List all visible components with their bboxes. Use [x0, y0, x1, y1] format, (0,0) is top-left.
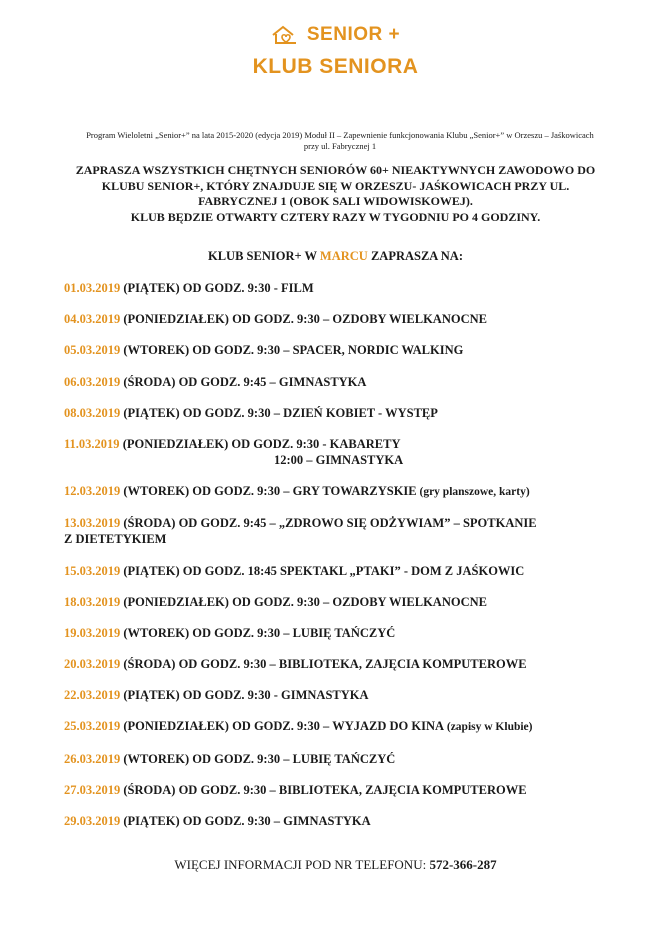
event-date: 08.03.2019	[64, 405, 121, 420]
intro-line: FABRYCZNEJ 1 (OBOK SALI WIDOWISKOWEJ).	[198, 194, 473, 208]
event-text: (PONIEDZIAŁEK) OD GODZ. 9:30 – OZDOBY WIELKANOCNE	[120, 312, 487, 327]
event-item	[64, 751, 654, 767]
event-item	[64, 718, 654, 735]
event-item	[64, 374, 654, 390]
event-continuation: Z DIETETYKIEM	[64, 532, 167, 547]
event-text: (WTOREK) OD GODZ. 9:30 – LUBIĘ TAŃCZYĆ	[120, 751, 396, 766]
event-text: (PONIEDZIAŁEK) OD GODZ. 9:30 - KABARETY	[119, 436, 401, 451]
event-date: 20.03.2019	[64, 657, 121, 672]
event-text: (PIĄTEK) OD GODZ. 9:30 – GIMNASTYKA	[120, 814, 371, 828]
event-text: (WTOREK) OD GODZ. 9:30 – SPACER, NORDIC WALKING	[120, 343, 464, 358]
logo	[0, 22, 671, 79]
event-text: (PIĄTEK) OD GODZ. 9:30 – DZIEŃ KOBIET - WYSTĘP	[120, 405, 438, 420]
event-item	[64, 483, 654, 500]
event-text: (WTOREK) OD GODZ. 9:30 – LUBIĘ TAŃCZYĆ	[120, 625, 396, 640]
event-text: (WTOREK) OD GODZ. 9:30 – GRY TOWARZYSKIE	[120, 484, 417, 499]
event-item	[64, 687, 654, 703]
event-text: (ŚRODA) OD GODZ. 9:45 – GIMNASTYKA	[120, 374, 367, 389]
intro-text	[40, 163, 631, 225]
footer-label: WIĘCEJ INFORMACJI POD NR TELEFONU:	[174, 857, 430, 872]
program-line-2: przy ul. Fabrycznej 1	[303, 141, 377, 151]
event-text: (ŚRODA) OD GODZ. 9:30 – BIBLIOTEKA, ZAJĘCIA KOMPUTEROWE	[120, 782, 527, 797]
event-item	[64, 625, 654, 641]
intro-line: KLUBU SENIOR+, KTÓRY ZNAJDUJE SIĘ W ORZESZU- JAŚKOWICACH PRZY UL.	[101, 178, 570, 193]
house-heart-icon	[271, 24, 301, 46]
program-line-1: Program Wieloletni „Senior+” na lata 2015-2020 (edycja 2019) Moduł II – Zapewnienie funkcjonowania Klubu „Senior+” w Orzeszu – Jaśkowicach	[86, 130, 594, 140]
event-date: 04.03.2019	[64, 312, 121, 327]
event-text: (PIĄTEK) OD GODZ. 9:30 - FILM	[120, 281, 314, 295]
event-item	[64, 515, 654, 547]
event-item	[64, 563, 654, 579]
intro-line: ZAPRASZA WSZYSTKICH CHĘTNYCH SENIORÓW 60+ NIEAKTYWNYCH ZAWODOWO DO	[75, 163, 596, 177]
event-text: (PONIEDZIAŁEK) OD GODZ. 9:30 – WYJAZD DO KINA	[120, 719, 444, 734]
event-note: (gry planszowe, karty)	[416, 486, 530, 499]
heading-month: MARCU	[319, 249, 368, 263]
event-text: (PIĄTEK) OD GODZ. 9:30 - GIMNASTYKA	[120, 688, 369, 703]
heading-after: ZAPRASZA NA:	[367, 249, 463, 263]
logo-brand-row	[0, 22, 671, 48]
event-date: 18.03.2019	[64, 594, 121, 609]
event-date: 06.03.2019	[64, 374, 121, 389]
event-text: (ŚRODA) OD GODZ. 9:30 – BIBLIOTEKA, ZAJĘCIA KOMPUTEROWE	[120, 657, 527, 672]
event-date: 27.03.2019	[64, 782, 121, 797]
event-item	[64, 813, 654, 829]
schedule-heading	[0, 249, 671, 264]
event-item	[64, 405, 654, 421]
event-item	[64, 656, 654, 672]
event-item	[64, 342, 654, 358]
event-text: (PIĄTEK) OD GODZ. 18:45 SPEKTAKL „PTAKI” - DOM Z JAŚKOWIC	[120, 563, 525, 578]
event-date: 15.03.2019	[64, 563, 121, 578]
event-list	[64, 280, 654, 844]
event-date: 26.03.2019	[64, 751, 121, 766]
event-date: 29.03.2019	[64, 814, 121, 828]
event-date: 05.03.2019	[64, 343, 121, 358]
event-date: 13.03.2019	[64, 516, 121, 531]
event-date: 19.03.2019	[64, 625, 121, 640]
event-item	[64, 782, 654, 798]
event-item	[64, 594, 654, 610]
event-date: 12.03.2019	[64, 484, 121, 499]
contact-footer	[0, 857, 671, 873]
event-note: (zapisy w Klubie)	[444, 721, 533, 734]
event-date: 01.03.2019	[64, 281, 121, 295]
heading-before: KLUB SENIOR+ W	[208, 249, 320, 263]
intro-line: KLUB BĘDZIE OTWARTY CZTERY RAZY W TYGODNIU PO 4 GODZINY.	[130, 209, 541, 224]
event-item	[64, 280, 654, 296]
event-item	[64, 311, 654, 327]
phone-number: 572-366-287	[429, 857, 497, 872]
program-info	[60, 130, 620, 152]
event-continuation: 12:00 – GIMNASTYKA	[274, 452, 404, 467]
event-date: 25.03.2019	[64, 719, 121, 734]
event-date: 22.03.2019	[64, 688, 121, 703]
event-text: (PONIEDZIAŁEK) OD GODZ. 9:30 – OZDOBY WIELKANOCNE	[120, 594, 487, 609]
logo-subtitle: KLUB SENIORA	[252, 55, 419, 78]
logo-brand: SENIOR +	[306, 24, 401, 45]
event-date: 11.03.2019	[64, 436, 120, 451]
event-item	[64, 436, 654, 468]
event-text: (ŚRODA) OD GODZ. 9:45 – „ZDROWO SIĘ ODŻYWIAM” – SPOTKANIE	[120, 516, 537, 531]
